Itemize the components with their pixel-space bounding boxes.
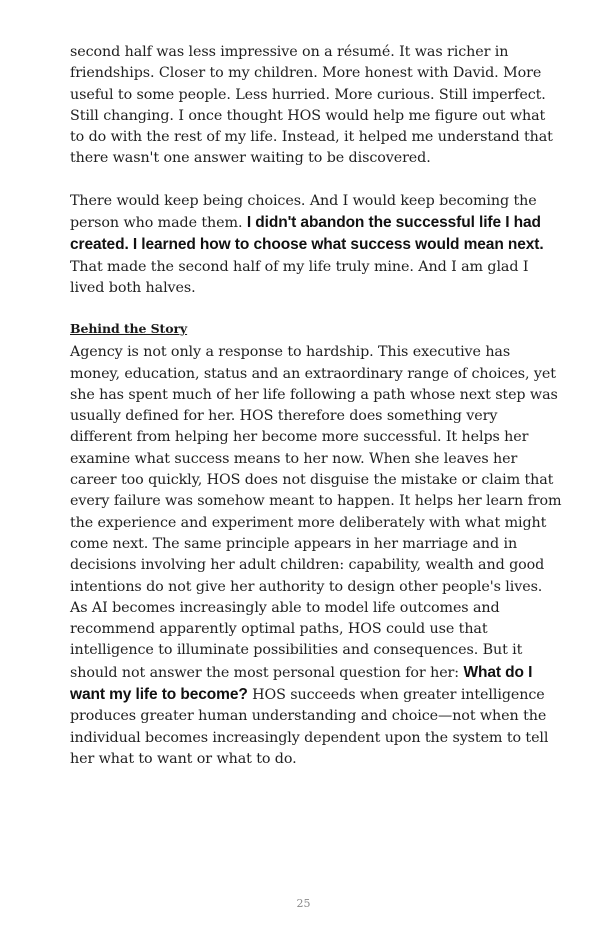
paragraph-2-emphasis: I didn't abandon the successful life I had created. I learned how to choose what success would mean next. xyxy=(70,214,544,254)
paragraph-2-start: There would keep being choices. And I would keep becoming the person who made them. xyxy=(70,192,537,232)
paragraph-2-end: That made the second half of my life truly mine. And I am glad I lived both halves. xyxy=(70,258,529,296)
paragraph-1 xyxy=(70,42,562,170)
page-number: 25 xyxy=(296,897,311,910)
section-heading: Behind the Story xyxy=(70,321,188,337)
section-body-end: HOS succeeds when greater intelligence produces greater human understanding and choice—not when the individual becomes increasingly dependent upon the system to tell her what to want or what to do. xyxy=(70,687,549,767)
page-content xyxy=(70,42,562,791)
section-body xyxy=(70,342,562,770)
paragraph-1-text: second half was less impressive on a résumé. It was richer in friendships. Closer to my children. More honest with David. More useful to some people. Less hurried. More curious. Still imperfect. Still changing. I once thought HOS would help me figure out what to do with the rest of my life. Instead, it helped me understand that there wasn't one answer waiting to be discovered. xyxy=(70,44,553,167)
paragraph-2 xyxy=(70,191,562,299)
section-body-emphasis: What do I want my life to become? xyxy=(70,663,533,704)
section-body-start: Agency is not only a response to hardship. This executive has money, education, status and an extraordinary range of choices, yet she has spent much of her life following a path whose next step was usually defined for her. HOS therefore does something very different from helping her become more successful. It helps her examine what success means to her now. When she leaves her career too quickly, HOS does not disguise the mistake or claim that every failure was somehow meant to happen. It helps her learn from the experience and experiment more deliberately with what might come next. The same principle appears in her marriage and in decisions involving her adult children: capability, wealth and good intentions do not give her authority to design other people's lives. As AI becomes increasingly able to model life outcomes and recommend apparently optimal paths, HOS could use that intelligence to illuminate possibilities and consequences. But it should not answer the most personal question for her: xyxy=(70,344,562,681)
